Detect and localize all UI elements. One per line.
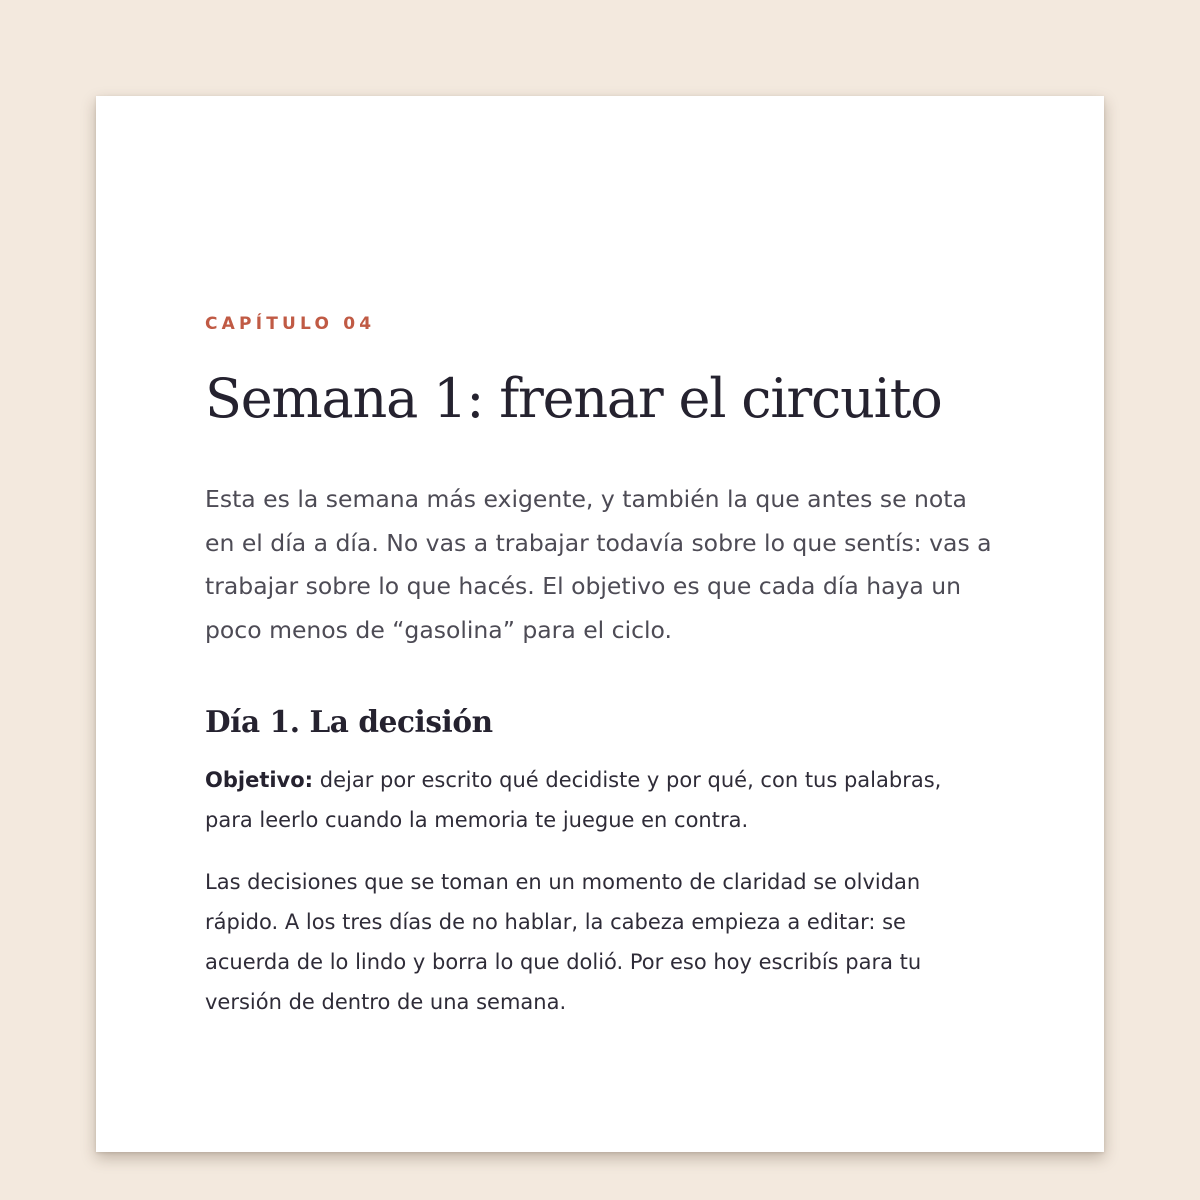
section-heading: Día 1. La decisión [205, 704, 493, 739]
page-content [205, 312, 995, 1022]
objective-label: Objetivo: [205, 768, 314, 792]
objective-paragraph [205, 760, 995, 840]
book-page [96, 96, 1104, 1152]
chapter-title: Semana 1: frenar el circuito [205, 367, 942, 430]
chapter-eyebrow: CAPÍTULO 04 [205, 314, 376, 334]
chapter-lead: Esta es la semana más exigente, y también la que antes se nota en el día a día. No vas a trabajar todavía sobre lo que sentís: vas a trabajar sobre lo que hacés. El objetivo es que cada día haya un poco menos de “gasolina” para el ciclo. [205, 485, 992, 644]
objective-text: dejar por escrito qué decidiste y por qué, con tus palabras, para leerlo cuando la memoria te juegue en contra. [205, 768, 942, 832]
body-paragraph: Las decisiones que se toman en un momento de claridad se olvidan rápido. A los tres días de no hablar, la cabeza empieza a editar: se acuerda de lo lindo y borra lo que dolió. Por eso hoy escribís para tu versión de dentro de una semana. [205, 870, 922, 1014]
